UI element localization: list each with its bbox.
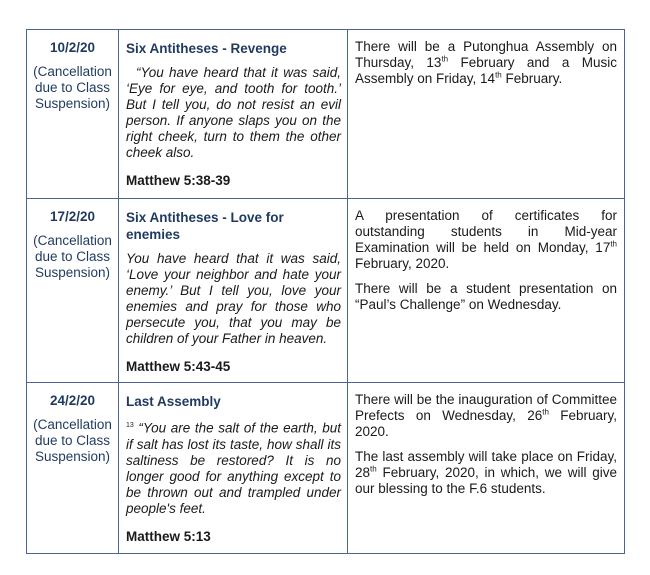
table-row [27, 199, 625, 383]
date-cell [27, 30, 119, 199]
ordinal-suffix: th [542, 407, 549, 417]
verse-reference: Matthew 5:43-45 [126, 359, 231, 374]
table-row [27, 383, 625, 554]
topic-cell [119, 383, 348, 554]
ordinal-suffix: th [370, 464, 377, 474]
assembly-date: 24/2/20 [49, 393, 96, 408]
date-cell [27, 199, 119, 383]
verse-reference: Matthew 5:13 [126, 528, 211, 544]
notice-cell [348, 383, 625, 554]
cancellation-note: (Cancellation due to Class Suspension) [33, 417, 112, 464]
cancellation-note: (Cancellation due to Class Suspension) [33, 233, 112, 280]
cancellation-note: (Cancellation due to Class Suspension) [33, 64, 112, 111]
table-row [27, 30, 625, 199]
notice-cell [348, 199, 625, 383]
assembly-schedule-table [26, 29, 625, 554]
bible-verse [126, 418, 341, 517]
topic-title: Last Assembly [126, 394, 221, 409]
bible-verse: “You have heard that it was said, ‘Eye for eye, and tooth for tooth.’ But I tell you, do not resist an evil person. If anyone slaps you on the right cheek, turn to them the other cheek also. [126, 65, 341, 160]
ordinal-suffix: th [441, 54, 449, 64]
assembly-date: 17/2/20 [49, 209, 96, 224]
ordinal-suffix: th [495, 70, 502, 80]
topic-title: Six Antitheses - Love for enemies [126, 210, 284, 242]
verse-number: 13 [126, 422, 134, 429]
topic-cell [119, 199, 348, 383]
assembly-date: 10/2/20 [49, 40, 96, 55]
notice-paragraph: The last assembly will take place on Friday, 28th February, 2020, in which, we will give our blessing to the F.6 students. [355, 449, 617, 496]
bible-verse: You have heard that it was said, ‘Love your neighbor and hate your enemy.’ But I tell you, love your enemies and pray for those who persecute you, that you may be children of your Father in heaven. [126, 251, 341, 346]
notice-paragraph: There will be a student presentation on “Paul’s Challenge” on Wednesday. [355, 281, 617, 312]
notice-paragraph: There will be the inauguration of Committee Prefects on Wednesday, 26th February, 2020. [355, 392, 617, 439]
verse-text: “You are the salt of the earth, but if salt has lost its taste, how shall its saltiness be restored? It is no longer good for anything except to be thrown out and trampled under people's feet. [126, 420, 341, 516]
notice-cell [348, 30, 625, 199]
ordinal-suffix: th [610, 239, 617, 249]
verse-reference: Matthew 5:38-39 [126, 173, 231, 188]
date-cell [27, 383, 119, 554]
topic-cell [119, 30, 348, 199]
notice-paragraph: There will be a Putonghua Assembly on Thursday, 13th February and a Music Assembly on Friday, 14th February. [355, 39, 617, 86]
topic-title: Six Antitheses - Revenge [126, 41, 287, 56]
notice-paragraph: A presentation of certificates for outstanding students in Mid-year Examination will be held on Monday, 17th February, 2020. [355, 208, 617, 271]
